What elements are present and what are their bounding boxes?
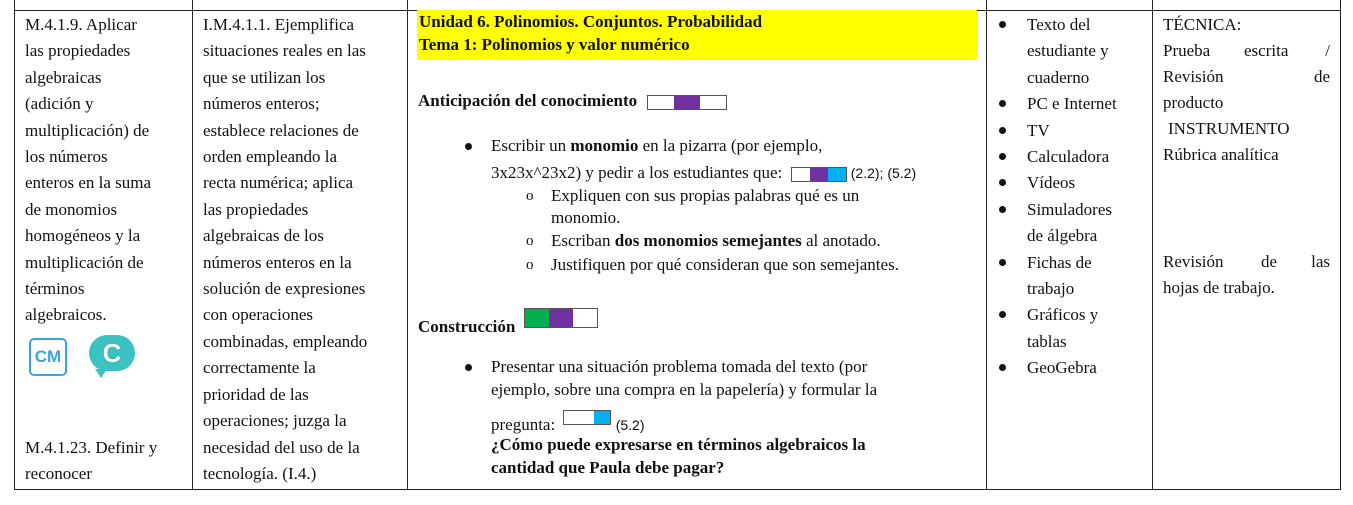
skill-text-2 xyxy=(25,435,157,488)
sub-item-2 xyxy=(551,230,881,252)
text-line: prioridad de las xyxy=(203,384,309,404)
text-line: los números xyxy=(25,147,108,167)
question-line-2: cantidad que Paula debe pagar? xyxy=(491,458,725,477)
sub-item-1-line-1: Expliquen con sus propias palabras qué es un xyxy=(551,186,860,205)
technique-label: TÉCNICA: xyxy=(1163,15,1242,34)
c-badge-label: C xyxy=(102,338,122,368)
bullet-1-line-2 xyxy=(491,162,916,184)
resource-item-line: Vídeos xyxy=(1027,173,1076,193)
anticipation-label: Anticipación del conocimiento xyxy=(418,91,638,110)
text-span: al anotado. xyxy=(801,231,881,250)
text-span: 3x23x^23x2) y pedir a los estudiantes que: xyxy=(491,163,783,182)
resource-item-line: Texto del xyxy=(1027,15,1091,34)
skill-text-1 xyxy=(25,12,192,329)
topic-title: Tema 1: Polinomios y valor numérico xyxy=(419,35,690,54)
technique-row-3: producto xyxy=(1163,93,1224,112)
cm-badge-label: CM xyxy=(34,347,62,366)
sub-bullet-marker: o xyxy=(526,257,534,273)
text-line: números enteros en la xyxy=(203,252,352,272)
bar-segment-empty xyxy=(579,411,594,424)
text-line: las propiedades xyxy=(203,199,309,219)
text-span: pregunta: xyxy=(491,415,556,434)
review-row-2: hojas de trabajo. xyxy=(1163,278,1275,297)
text-line: solución de expresiones xyxy=(203,279,366,299)
text-line: orden empleando la xyxy=(203,147,338,167)
phase-bar-anticipation xyxy=(647,95,727,110)
text-bold: monomio xyxy=(570,136,639,155)
text-span: escrita xyxy=(1244,41,1289,60)
text-line: multiplicación) de xyxy=(25,120,150,140)
bullet-dot xyxy=(999,21,1006,28)
text-line: con operaciones xyxy=(203,305,313,325)
bar-segment-purple xyxy=(810,168,828,181)
text-bold: dos monomios semejantes xyxy=(614,231,802,250)
phase-bar-b2 xyxy=(563,410,611,425)
bar-segment-empty xyxy=(792,168,810,181)
bullet-dot xyxy=(999,179,1006,186)
sub-item-1-line-2: monomio. xyxy=(551,208,621,227)
phase-bar-construction xyxy=(524,308,598,328)
bullet-dot xyxy=(999,206,1006,213)
sub-item-3: Justifiquen por qué consideran que son semejantes. xyxy=(551,255,899,274)
resource-item-line: de álgebra xyxy=(1027,226,1098,246)
resource-item-line: Calculadora xyxy=(1027,147,1110,166)
planning-table xyxy=(14,0,1341,490)
text-span: Escribir un xyxy=(491,136,571,155)
unit-highlight xyxy=(417,10,977,60)
bullet-dot xyxy=(999,311,1006,318)
evaluation-cell xyxy=(1153,0,1340,489)
bullet-dot xyxy=(999,100,1006,107)
text-line: M.4.1.23. Definir y xyxy=(25,438,158,457)
bullet-1-line-1 xyxy=(491,135,822,157)
resource-item-line: Gráficos y xyxy=(1027,305,1099,325)
text-line: (adición y xyxy=(25,94,94,114)
c-badge-icon xyxy=(89,335,135,371)
instrument-value: Rúbrica analítica xyxy=(1163,145,1279,164)
unit-title: Unidad 6. Polinomios. Conjuntos. Probabilidad xyxy=(419,12,763,31)
text-line: necesidad del uso de la xyxy=(203,437,360,457)
bar-segment-blue xyxy=(828,168,846,181)
text-span: de xyxy=(1261,252,1278,271)
text-line: enteros en la suma xyxy=(25,173,152,193)
text-span: Revisión xyxy=(1163,67,1224,86)
text-line: algebraicas de los xyxy=(203,226,324,246)
resource-item-line: estudiante y xyxy=(1027,41,1109,61)
text-line: I.M.4.1.1. Ejemplifica xyxy=(203,15,355,34)
bar-segment-purple xyxy=(549,309,573,327)
bar-segment-empty xyxy=(648,96,674,109)
sub-bullet-marker: o xyxy=(526,188,534,204)
bar-segment-green xyxy=(525,309,549,327)
resource-item-line: trabajo xyxy=(1027,279,1075,298)
skills-cell xyxy=(15,0,193,489)
text-line: combinadas, empleando xyxy=(203,331,368,351)
resource-item-line: Fichas de xyxy=(1027,252,1092,272)
resource-item-line: PC e Internet xyxy=(1027,94,1117,114)
sub-bullet-marker: o xyxy=(526,233,534,249)
resources-cell xyxy=(987,0,1153,489)
text-span: / xyxy=(1325,41,1330,60)
text-line: tecnología. (I.4.) xyxy=(203,463,317,483)
cm-badge-icon xyxy=(29,338,67,376)
resource-item-line: Simuladores xyxy=(1027,199,1112,219)
text-span: las xyxy=(1311,252,1330,271)
text-span: de xyxy=(1313,67,1330,86)
bullet-dot xyxy=(465,364,472,371)
text-line: números enteros; xyxy=(203,94,320,114)
resource-item-line: cuaderno xyxy=(1027,67,1090,87)
text-line: operaciones; juzga la xyxy=(203,411,347,431)
text-line: reconocer xyxy=(25,464,93,484)
text-line: situaciones reales en las xyxy=(203,41,366,61)
text-span: Escriban xyxy=(551,231,615,250)
text-line: las propiedades xyxy=(25,41,131,61)
indicator-text xyxy=(203,12,407,487)
bullet-2-line-2: ejemplo, sobre una compra en la papelería) y formular la xyxy=(491,380,878,399)
instrument-label: INSTRUMENTO xyxy=(1168,119,1290,138)
text-span: Prueba xyxy=(1163,41,1211,60)
reference-codes: (2.2); (5.2) xyxy=(850,165,917,181)
text-line: términos xyxy=(25,279,85,299)
phase-bar-b1 xyxy=(791,167,847,182)
bar-segment-purple xyxy=(674,96,700,109)
bullet-2-line-3 xyxy=(491,410,645,436)
bullet-dot xyxy=(465,143,472,150)
text-span: Revisión xyxy=(1163,252,1224,271)
bar-segment-blue xyxy=(594,411,610,424)
text-span: en la pizarra (por ejemplo, xyxy=(638,136,823,155)
indicators-cell xyxy=(193,0,408,489)
activities-cell xyxy=(408,0,987,489)
text-line: de monomios xyxy=(25,199,118,219)
bullet-2-line-1: Presentar una situación problema tomada del texto (por xyxy=(491,357,868,376)
construction-heading xyxy=(418,308,598,337)
text-line: multiplicación de xyxy=(25,252,144,272)
text-line: correctamente la xyxy=(203,358,316,378)
text-line: algebraicos. xyxy=(25,305,107,325)
bullet-dot xyxy=(999,364,1006,371)
text-line: M.4.1.9. Aplicar xyxy=(25,15,137,34)
bullet-dot xyxy=(999,153,1006,160)
resource-item-line: tablas xyxy=(1027,331,1067,351)
question-line-1: ¿Cómo puede expresarse en términos algebraicos la xyxy=(491,435,866,454)
text-line: establece relaciones de xyxy=(203,120,359,140)
construction-label: Construcción xyxy=(418,317,516,336)
bar-segment-empty xyxy=(564,411,579,424)
reference-codes: (5.2) xyxy=(615,417,645,433)
anticipation-heading xyxy=(418,91,727,111)
bullet-dot xyxy=(999,259,1006,266)
text-line: que se utilizan los xyxy=(203,67,326,87)
text-line: algebraicas xyxy=(25,67,102,87)
resource-item-line: TV xyxy=(1027,120,1050,140)
text-line: homogéneos y la xyxy=(25,226,141,246)
resource-item-line: GeoGebra xyxy=(1027,358,1097,378)
text-line: recta numérica; aplica xyxy=(203,173,354,193)
bullet-dot xyxy=(999,127,1006,134)
